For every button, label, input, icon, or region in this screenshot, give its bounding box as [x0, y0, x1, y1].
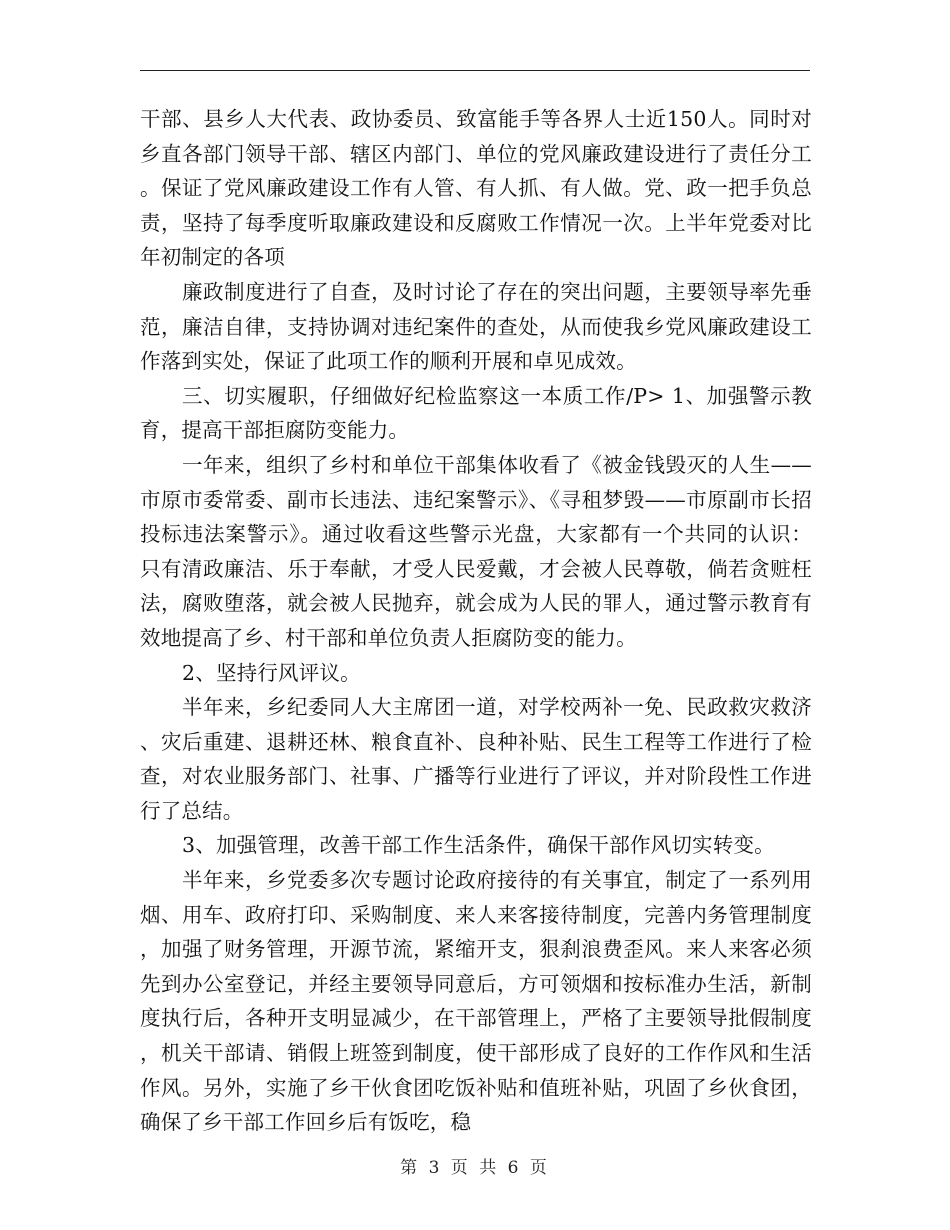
paragraph-3: 三、切实履职，仔细做好纪检监察这一本质工作/P> 1、加强警示教育，提高干部拒腐防变能力。: [140, 383, 812, 443]
paragraph-8: 半年来，乡党委多次专题讨论政府接待的有关事宜，制定了一系列用烟、用车、政府打印、采购制度、来人来客接待制度，完善内务管理制度，加强了财务管理，开源节流，紧缩开支，狠刹浪费歪风。来人来客必须先到办公室登记，并经主要领导同意后，方可领烟和按标准办生活，新制度执行后，各种开支明显减少，在干部管理上，严格了主要领导批假制度，机关干部请、销假上班签到制度，使干部形成了良好的工作作风和生活作风。另外，实施了乡干伙食团吃饭补贴和值班补贴，巩固了乡伙食团，确保了乡干部工作回乡后有饭吃，稳: [140, 868, 812, 1135]
page-number-footer: 第 3 页 共 6 页: [400, 1158, 550, 1178]
paragraph-1: 干部、县乡人大代表、政协委员、致富能手等各界人士近150人。同时对乡直各部门领导干部、辖区内部门、单位的党风廉政建设进行了责任分工。保证了党风廉政建设工作有人管、有人抓、有人做。党、政一把手负总责，坚持了每季度听取廉政建设和反腐败工作情况一次。上半年党委对比年初制定的各项: [140, 107, 812, 270]
document-body: [140, 102, 812, 1140]
header-rule: [140, 70, 810, 71]
paragraph-4: 一年来，组织了乡村和单位干部集体收看了《被金钱毁灭的人生——市原市委常委、副市长违法、违纪案警示》、《寻租梦毁——市原副市长招投标违法案警示》。通过收看这些警示光盘，大家都有一个共同的认识：只有清政廉洁、乐于奉献，才受人民爱戴，才会被人民尊敬，倘若贪赃枉法，腐败堕落，就会被人民抛弃，就会成为人民的罪人，通过警示教育有效地提高了乡、村干部和单位负责人拒腐防变的能力。: [140, 452, 812, 650]
paragraph-5: 2、坚持行风评议。: [182, 660, 361, 685]
paragraph-7: 3、加强管理，改善干部工作生活条件，确保干部作风切实转变。: [182, 833, 775, 858]
paragraph-6: 半年来，乡纪委同人大主席团一道，对学校两补一免、民政救灾救济、灾后重建、退耕还林、粮食直补、良种补贴、民生工程等工作进行了检查，对农业服务部门、社事、广播等行业进行了评议，并对阶段性工作进行了总结。: [140, 695, 812, 823]
paragraph-2: 廉政制度进行了自查，及时讨论了存在的突出问题，主要领导率先垂范，廉洁自律，支持协调对违纪案件的查处，从而使我乡党风廉政建设工作落到实处，保证了此项工作的顺利开展和卓见成效。: [140, 279, 812, 374]
